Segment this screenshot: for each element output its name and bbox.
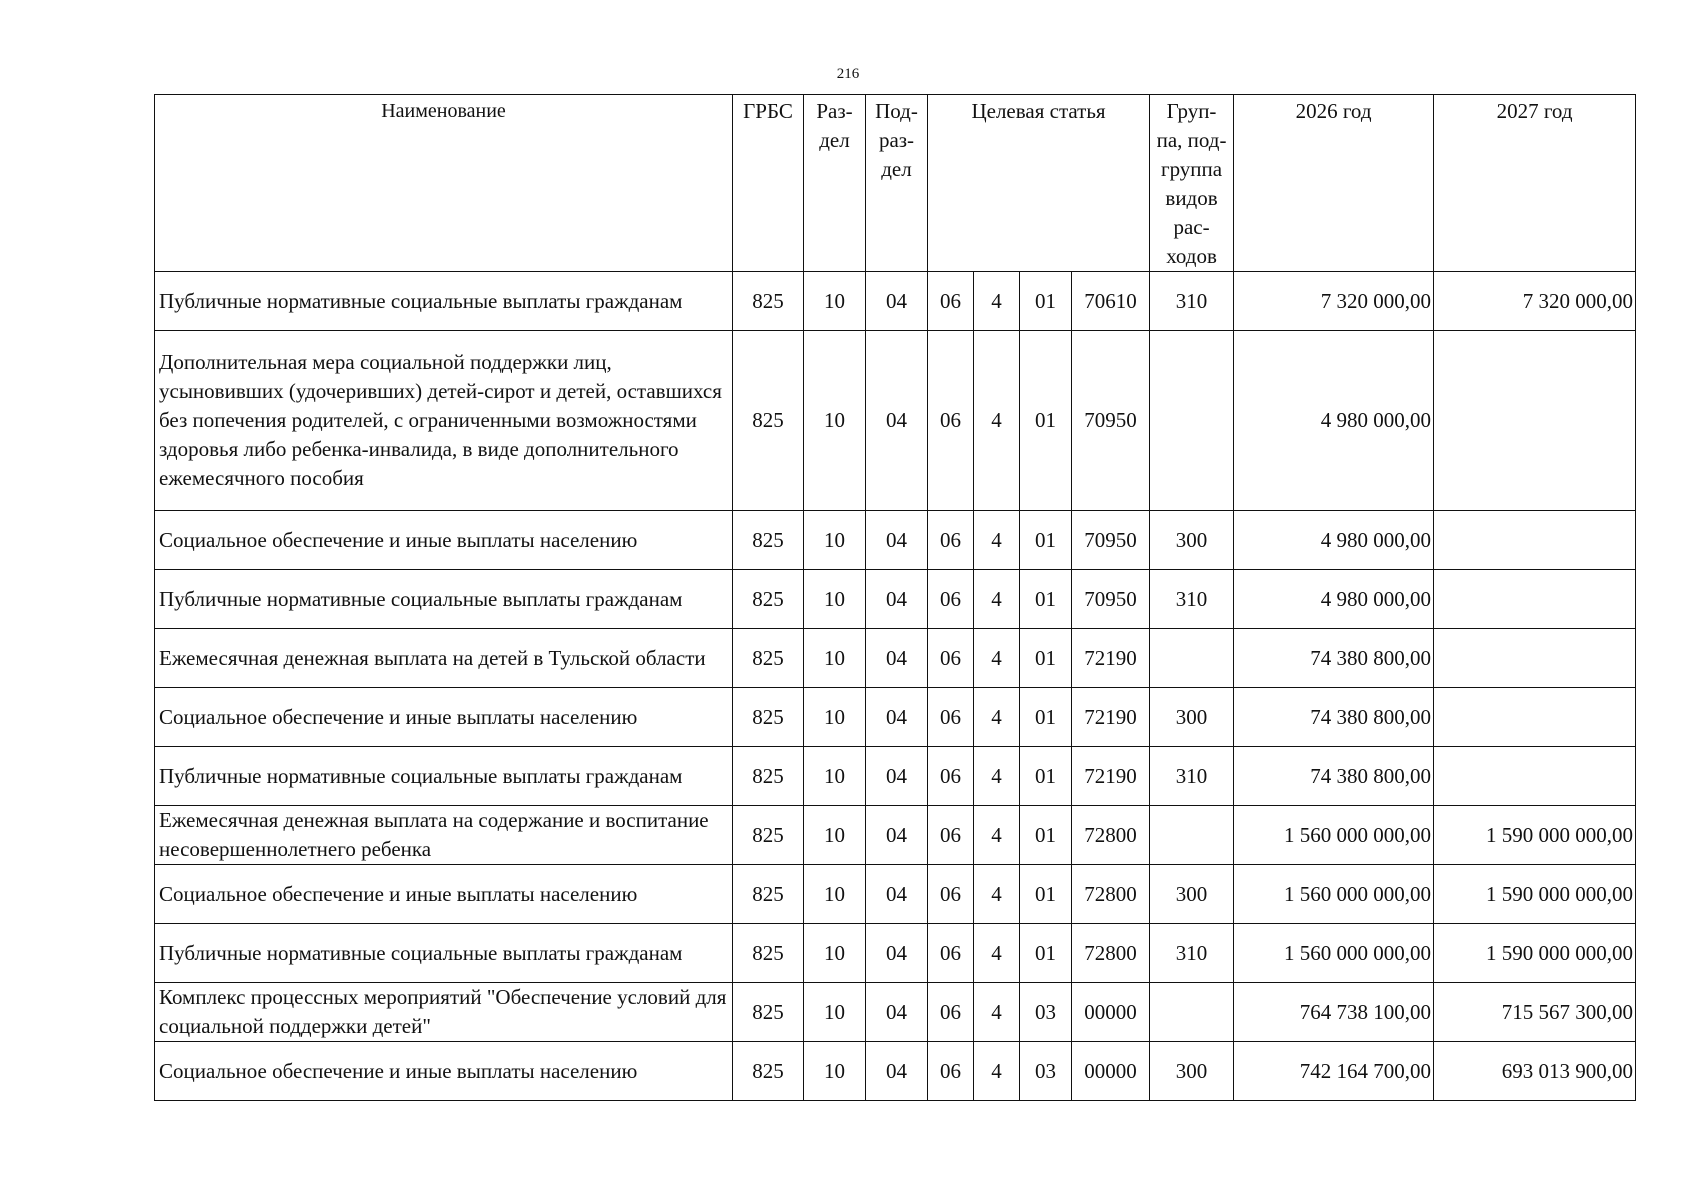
cell-podrazdel: 04 — [866, 983, 928, 1042]
cell-name: Ежемесячная денежная выплата на содержание и воспитание несовершеннолетнего ребенка — [155, 806, 733, 865]
cell-target-article-part: 70950 — [1072, 511, 1150, 570]
cell-target-article-part: 01 — [1020, 511, 1072, 570]
header-target-article: Целевая статья — [928, 95, 1150, 272]
cell-amount-2027: 7 320 000,00 — [1434, 272, 1636, 331]
cell-target-article-part: 01 — [1020, 865, 1072, 924]
cell-grbs: 825 — [733, 1042, 804, 1101]
cell-target-article-part: 06 — [928, 629, 974, 688]
cell-target-article-part: 4 — [974, 570, 1020, 629]
cell-target-article-part: 4 — [974, 747, 1020, 806]
cell-podrazdel: 04 — [866, 747, 928, 806]
cell-group: 300 — [1150, 688, 1234, 747]
cell-target-article-part: 4 — [974, 272, 1020, 331]
cell-podrazdel: 04 — [866, 1042, 928, 1101]
cell-grbs: 825 — [733, 983, 804, 1042]
cell-grbs: 825 — [733, 924, 804, 983]
cell-target-article-part: 4 — [974, 511, 1020, 570]
table-row — [155, 570, 1636, 629]
cell-target-article-part: 01 — [1020, 629, 1072, 688]
cell-grbs: 825 — [733, 747, 804, 806]
header-podrazdel: Под- раз- дел — [866, 95, 928, 272]
cell-amount-2026: 74 380 800,00 — [1234, 688, 1434, 747]
cell-target-article-part: 06 — [928, 806, 974, 865]
cell-grbs: 825 — [733, 511, 804, 570]
cell-group — [1150, 806, 1234, 865]
cell-target-article-part: 4 — [974, 865, 1020, 924]
cell-target-article-part: 06 — [928, 272, 974, 331]
cell-amount-2027 — [1434, 570, 1636, 629]
cell-group: 310 — [1150, 272, 1234, 331]
cell-name: Социальное обеспечение и иные выплаты населению — [155, 511, 733, 570]
cell-razdel: 10 — [804, 747, 866, 806]
table-row — [155, 331, 1636, 511]
cell-amount-2026: 764 738 100,00 — [1234, 983, 1434, 1042]
cell-target-article-part: 72190 — [1072, 688, 1150, 747]
table-row — [155, 629, 1636, 688]
cell-razdel: 10 — [804, 570, 866, 629]
cell-target-article-part: 4 — [974, 983, 1020, 1042]
cell-name: Дополнительная мера социальной поддержки лиц, усыновивших (удочеривших) детей-сирот и детей, оставшихся без попечения родителей, с ограниченными возможностями здоровья либо ребенка-инвалида, в виде дополнительного ежемесячного пособия — [155, 331, 733, 511]
cell-grbs: 825 — [733, 272, 804, 331]
table-row — [155, 924, 1636, 983]
cell-grbs: 825 — [733, 865, 804, 924]
table-row — [155, 511, 1636, 570]
cell-grbs: 825 — [733, 629, 804, 688]
cell-amount-2027 — [1434, 511, 1636, 570]
cell-name: Ежемесячная денежная выплата на детей в Тульской области — [155, 629, 733, 688]
cell-group — [1150, 331, 1234, 511]
cell-amount-2026: 4 980 000,00 — [1234, 331, 1434, 511]
cell-razdel: 10 — [804, 331, 866, 511]
cell-target-article-part: 4 — [974, 688, 1020, 747]
header-year-2026: 2026 год — [1234, 95, 1434, 272]
cell-target-article-part: 06 — [928, 1042, 974, 1101]
table-row — [155, 747, 1636, 806]
cell-amount-2027 — [1434, 747, 1636, 806]
cell-grbs: 825 — [733, 688, 804, 747]
cell-amount-2026: 1 560 000 000,00 — [1234, 865, 1434, 924]
cell-target-article-part: 72800 — [1072, 806, 1150, 865]
cell-amount-2026: 4 980 000,00 — [1234, 570, 1434, 629]
cell-name: Публичные нормативные социальные выплаты гражданам — [155, 924, 733, 983]
table-header-row — [155, 95, 1636, 272]
cell-amount-2026: 1 560 000 000,00 — [1234, 806, 1434, 865]
cell-amount-2026: 7 320 000,00 — [1234, 272, 1434, 331]
cell-target-article-part: 72190 — [1072, 747, 1150, 806]
cell-amount-2027: 1 590 000 000,00 — [1434, 806, 1636, 865]
cell-razdel: 10 — [804, 983, 866, 1042]
cell-razdel: 10 — [804, 629, 866, 688]
page-number: 216 — [836, 66, 860, 82]
cell-target-article-part: 06 — [928, 331, 974, 511]
cell-target-article-part: 03 — [1020, 983, 1072, 1042]
cell-target-article-part: 06 — [928, 865, 974, 924]
cell-podrazdel: 04 — [866, 865, 928, 924]
cell-group: 300 — [1150, 511, 1234, 570]
cell-grbs: 825 — [733, 806, 804, 865]
cell-target-article-part: 72800 — [1072, 865, 1150, 924]
budget-table — [154, 94, 1636, 1101]
cell-target-article-part: 70610 — [1072, 272, 1150, 331]
cell-podrazdel: 04 — [866, 511, 928, 570]
cell-target-article-part: 06 — [928, 747, 974, 806]
cell-razdel: 10 — [804, 1042, 866, 1101]
cell-podrazdel: 04 — [866, 806, 928, 865]
cell-name: Социальное обеспечение и иные выплаты населению — [155, 688, 733, 747]
table-row — [155, 806, 1636, 865]
cell-name: Социальное обеспечение и иные выплаты населению — [155, 865, 733, 924]
cell-target-article-part: 06 — [928, 983, 974, 1042]
cell-razdel: 10 — [804, 806, 866, 865]
cell-razdel: 10 — [804, 688, 866, 747]
cell-group: 310 — [1150, 570, 1234, 629]
cell-razdel: 10 — [804, 924, 866, 983]
cell-amount-2027 — [1434, 688, 1636, 747]
cell-group: 300 — [1150, 1042, 1234, 1101]
cell-grbs: 825 — [733, 331, 804, 511]
table-row — [155, 688, 1636, 747]
cell-target-article-part: 06 — [928, 688, 974, 747]
cell-group: 310 — [1150, 747, 1234, 806]
cell-amount-2027 — [1434, 331, 1636, 511]
cell-target-article-part: 4 — [974, 1042, 1020, 1101]
cell-amount-2027: 1 590 000 000,00 — [1434, 924, 1636, 983]
cell-amount-2027: 693 013 900,00 — [1434, 1042, 1636, 1101]
cell-razdel: 10 — [804, 272, 866, 331]
table-row — [155, 1042, 1636, 1101]
cell-grbs: 825 — [733, 570, 804, 629]
table-row — [155, 272, 1636, 331]
header-grbs: ГРБС — [733, 95, 804, 272]
cell-name: Публичные нормативные социальные выплаты гражданам — [155, 272, 733, 331]
header-name: Наименование — [155, 95, 733, 272]
cell-amount-2026: 74 380 800,00 — [1234, 747, 1434, 806]
cell-podrazdel: 04 — [866, 331, 928, 511]
header-razdel: Раз- дел — [804, 95, 866, 272]
cell-name: Комплекс процессных мероприятий "Обеспечение условий для социальной поддержки детей" — [155, 983, 733, 1042]
cell-podrazdel: 04 — [866, 570, 928, 629]
cell-target-article-part: 00000 — [1072, 1042, 1150, 1101]
cell-podrazdel: 04 — [866, 688, 928, 747]
cell-target-article-part: 03 — [1020, 1042, 1072, 1101]
cell-podrazdel: 04 — [866, 629, 928, 688]
cell-amount-2027: 1 590 000 000,00 — [1434, 865, 1636, 924]
cell-target-article-part: 01 — [1020, 806, 1072, 865]
cell-target-article-part: 01 — [1020, 272, 1072, 331]
cell-name: Социальное обеспечение и иные выплаты населению — [155, 1042, 733, 1101]
cell-target-article-part: 4 — [974, 806, 1020, 865]
cell-name: Публичные нормативные социальные выплаты гражданам — [155, 747, 733, 806]
cell-target-article-part: 01 — [1020, 747, 1072, 806]
cell-amount-2026: 74 380 800,00 — [1234, 629, 1434, 688]
cell-target-article-part: 4 — [974, 629, 1020, 688]
cell-group — [1150, 629, 1234, 688]
cell-target-article-part: 01 — [1020, 688, 1072, 747]
cell-target-article-part: 4 — [974, 924, 1020, 983]
cell-target-article-part: 00000 — [1072, 983, 1150, 1042]
cell-target-article-part: 4 — [974, 331, 1020, 511]
table-body — [155, 272, 1636, 1101]
header-year-2027: 2027 год — [1434, 95, 1636, 272]
table-row — [155, 865, 1636, 924]
cell-target-article-part: 01 — [1020, 570, 1072, 629]
cell-razdel: 10 — [804, 865, 866, 924]
cell-name: Публичные нормативные социальные выплаты гражданам — [155, 570, 733, 629]
cell-target-article-part: 06 — [928, 511, 974, 570]
cell-target-article-part: 70950 — [1072, 331, 1150, 511]
cell-amount-2027: 715 567 300,00 — [1434, 983, 1636, 1042]
cell-razdel: 10 — [804, 511, 866, 570]
cell-amount-2026: 4 980 000,00 — [1234, 511, 1434, 570]
cell-amount-2026: 742 164 700,00 — [1234, 1042, 1434, 1101]
cell-target-article-part: 01 — [1020, 924, 1072, 983]
cell-group: 300 — [1150, 865, 1234, 924]
cell-target-article-part: 06 — [928, 570, 974, 629]
cell-group — [1150, 983, 1234, 1042]
cell-target-article-part: 01 — [1020, 331, 1072, 511]
cell-target-article-part: 72800 — [1072, 924, 1150, 983]
cell-target-article-part: 70950 — [1072, 570, 1150, 629]
cell-amount-2027 — [1434, 629, 1636, 688]
header-expense-group: Груп- па, под- группа видов рас- ходов — [1150, 95, 1234, 272]
cell-podrazdel: 04 — [866, 272, 928, 331]
cell-target-article-part: 06 — [928, 924, 974, 983]
cell-group: 310 — [1150, 924, 1234, 983]
table-row — [155, 983, 1636, 1042]
cell-podrazdel: 04 — [866, 924, 928, 983]
cell-amount-2026: 1 560 000 000,00 — [1234, 924, 1434, 983]
cell-target-article-part: 72190 — [1072, 629, 1150, 688]
